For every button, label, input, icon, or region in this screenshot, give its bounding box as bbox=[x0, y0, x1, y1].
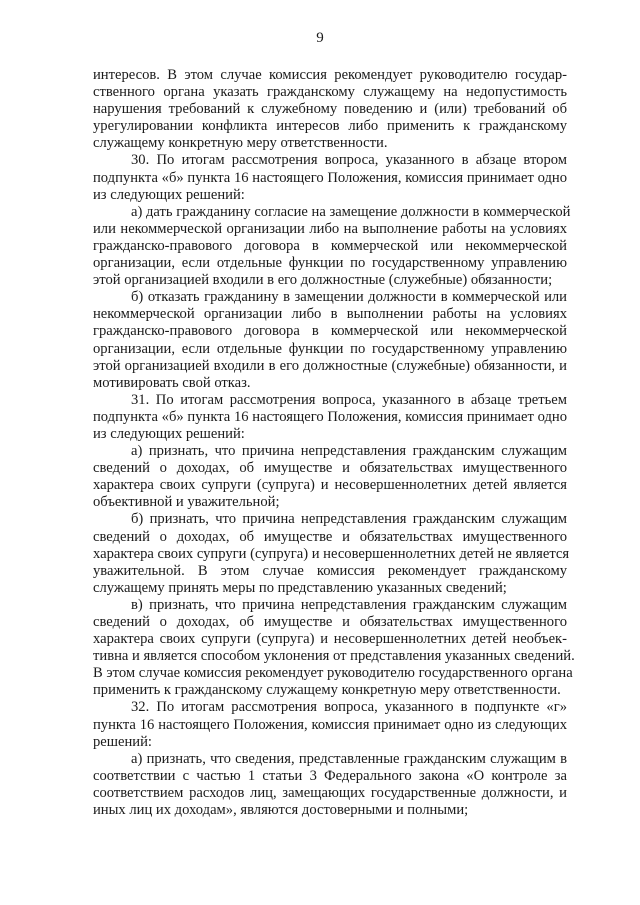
text-line: нарушения требований к служебному поведению и (или) требований об bbox=[93, 101, 567, 118]
text-line: а) признать, что причина непредставления гражданским служащим bbox=[131, 443, 567, 460]
text-line: уважительной. В этом случае комиссия рекомендует гражданскому bbox=[93, 562, 567, 579]
text-line: некоммерческой организации либо в выполнении работы на условиях bbox=[93, 306, 567, 323]
paragraph bbox=[93, 443, 567, 511]
text-line: тивна и является способом уклонения от представления указанных сведений. bbox=[93, 648, 575, 665]
text-line: объективной и уважительной; bbox=[93, 494, 280, 511]
text-line: ственного органа указать гражданскому служащему на недопустимость bbox=[93, 84, 567, 101]
text-line: 31. По итогам рассмотрения вопроса, указанного в абзаце третьем bbox=[131, 391, 567, 408]
paragraph bbox=[93, 152, 567, 203]
text-line: характера своих супруги (супруга) и несовершеннолетних детей необъек- bbox=[93, 631, 567, 648]
text-line: а) дать гражданину согласие на замещение должности в коммерческой bbox=[131, 203, 571, 220]
paragraph bbox=[93, 392, 567, 443]
text-line: мотивировать свой отказ. bbox=[93, 374, 251, 391]
text-line: в) признать, что причина непредставления гражданским служащим bbox=[131, 596, 567, 613]
text-line: иных лиц их доходам», являются достоверными и полными; bbox=[93, 802, 469, 819]
text-line: соответствием расходов лиц, замещающих государственные должности, и bbox=[93, 784, 567, 801]
paragraph bbox=[93, 67, 567, 152]
paragraph bbox=[93, 596, 575, 700]
text-line: гражданско-правового договора в коммерческой или некоммерческой bbox=[93, 237, 567, 254]
text-line: из следующих решений: bbox=[93, 186, 245, 203]
text-line: решений: bbox=[93, 733, 152, 750]
text-line: 30. По итогам рассмотрения вопроса, указанного в абзаце втором bbox=[131, 152, 567, 169]
text-line: соответствии с частью 1 статьи 3 Федерального закона «О контроле за bbox=[93, 767, 567, 784]
text-line: служащему конкретную меру ответственности. bbox=[93, 135, 388, 152]
paragraph bbox=[93, 289, 567, 392]
text-line: организации, если отдельные функции по государственному управлению bbox=[93, 340, 567, 357]
text-line: пункта 16 настоящего Положения, комиссия принимает одно из следующих bbox=[93, 716, 567, 733]
paragraph bbox=[93, 511, 570, 596]
page-number: 9 bbox=[316, 30, 324, 46]
text-line: В этом случае комиссия рекомендует руководителю государственного органа bbox=[93, 665, 573, 682]
text-line: из следующих решений: bbox=[93, 425, 245, 442]
text-line: интересов. В этом случае комиссия рекомендует руководителю государ- bbox=[93, 67, 567, 83]
text-line: характера своих супруги (супруга) и несовершеннолетних детей является bbox=[93, 477, 567, 494]
text-line: служащему принять меры по представлению указанных сведений; bbox=[93, 579, 507, 596]
text-line: урегулировании конфликта интересов либо применить к гражданскому bbox=[93, 118, 567, 135]
text-line: сведений о доходах, об имуществе и обязательствах имущественного bbox=[93, 528, 567, 545]
text-line: характера своих супруги (супруга) и несовершеннолетних детей не является bbox=[93, 545, 570, 562]
text-line: 32. По итогам рассмотрения вопроса, указанного в подпункте «г» bbox=[131, 699, 567, 716]
text-line: гражданско-правового договора в коммерческой или некоммерческой bbox=[93, 323, 567, 340]
paragraph bbox=[93, 751, 567, 819]
text-line: сведений о доходах, об имуществе и обязательствах имущественного bbox=[93, 460, 567, 477]
text-line: сведений о доходах, об имуществе и обязательствах имущественного bbox=[93, 614, 567, 630]
text-line: подпункта «б» пункта 16 настоящего Положения, комиссия принимает одно bbox=[93, 408, 567, 425]
text-line: а) признать, что сведения, представленные гражданским служащим в bbox=[131, 750, 567, 767]
text-line: или некоммерческой организации либо на выполнение работы на условиях bbox=[93, 220, 567, 237]
text-line: б) отказать гражданину в замещении должности в коммерческой или bbox=[131, 289, 567, 306]
text-line: применить к гражданскому служащему конкретную меру ответственности. bbox=[93, 682, 561, 699]
text-line: б) признать, что причина непредставления гражданским служащим bbox=[131, 511, 567, 528]
paragraph bbox=[93, 203, 571, 289]
text-line: этой организацией входили в его должностные (служебные) обязанности, и bbox=[93, 357, 567, 374]
text-line: подпункта «б» пункта 16 настоящего Положения, комиссия принимает одно bbox=[93, 169, 567, 186]
document-body bbox=[93, 67, 575, 819]
text-line: организации, если отдельные функции по государственному управлению bbox=[93, 255, 567, 272]
text-line: этой организацией входили в его должностные (служебные) обязанности; bbox=[93, 272, 553, 289]
paragraph bbox=[93, 699, 567, 750]
